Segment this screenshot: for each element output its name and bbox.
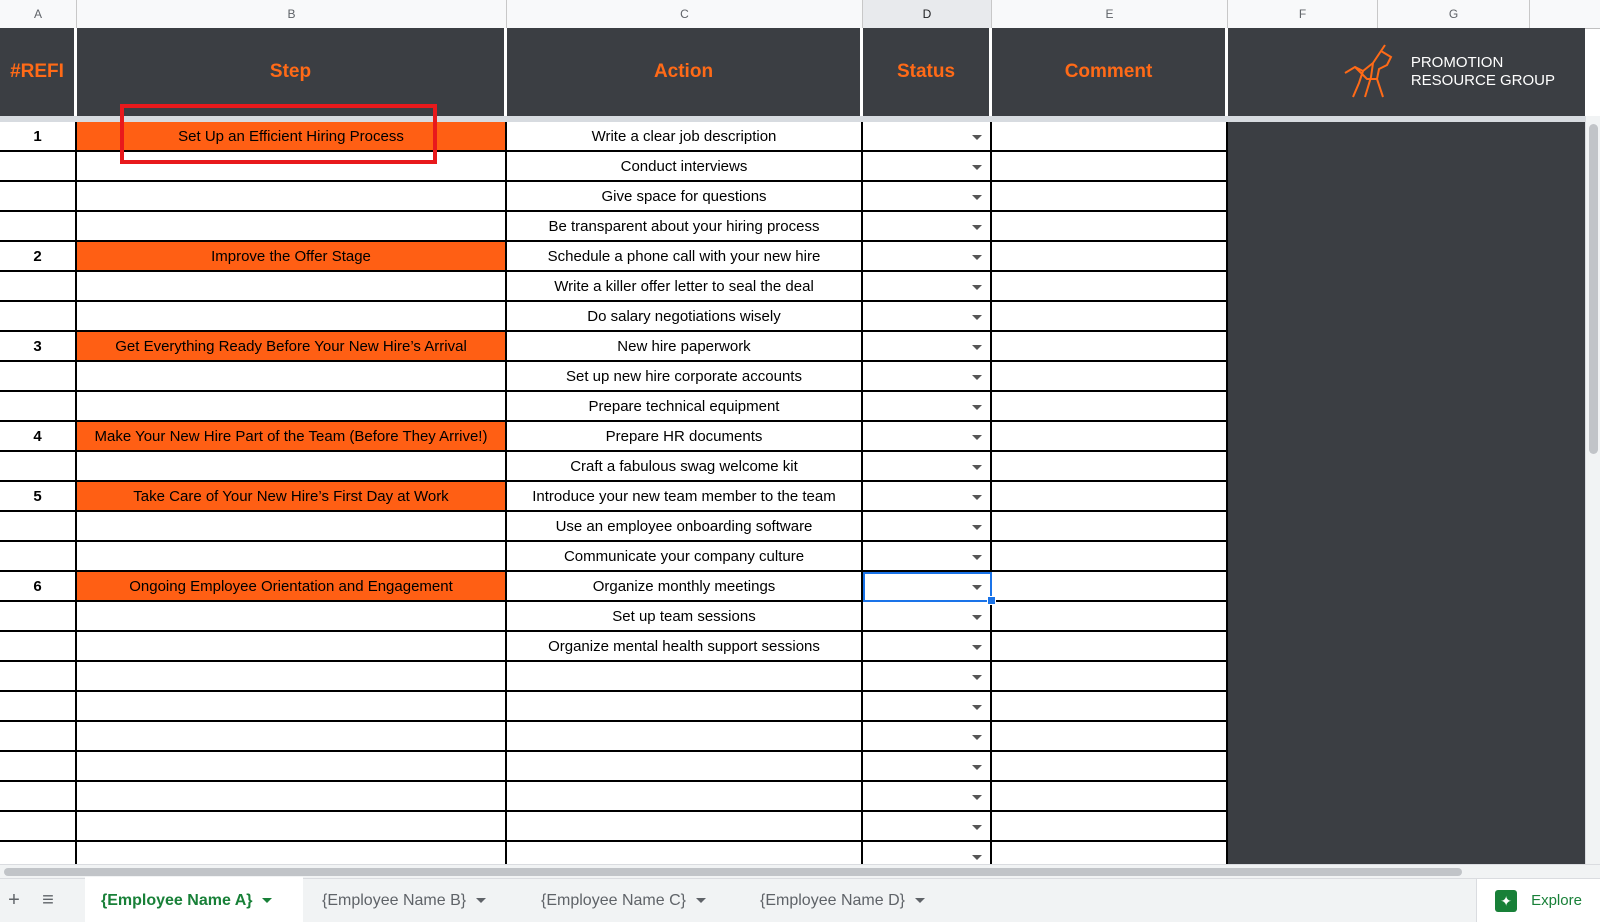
step-cell[interactable]: Set Up an Efficient Hiring Process (77, 122, 507, 152)
action-cell[interactable]: Do salary negotiations wisely (507, 302, 863, 332)
comment-cell[interactable] (992, 332, 1228, 362)
status-dropdown-cell[interactable] (863, 632, 992, 662)
dropdown-arrow-icon[interactable] (972, 705, 982, 710)
action-cell[interactable] (507, 752, 863, 782)
status-dropdown-cell[interactable] (863, 392, 992, 422)
status-dropdown-cell[interactable] (863, 722, 992, 752)
table-row (0, 482, 1228, 512)
table-row (0, 542, 1228, 572)
table-row (0, 212, 1228, 242)
tab-employee-c[interactable] (525, 879, 741, 922)
status-dropdown-cell[interactable] (863, 482, 992, 512)
action-cell[interactable]: Set up new hire corporate accounts (507, 362, 863, 392)
status-dropdown-cell[interactable] (863, 752, 992, 782)
action-cell[interactable] (507, 782, 863, 812)
table-row (0, 722, 1228, 752)
column-header-e[interactable]: E (992, 0, 1228, 28)
action-cell[interactable]: Craft a fabulous swag welcome kit (507, 452, 863, 482)
explore-icon (1495, 890, 1517, 912)
dropdown-arrow-icon[interactable] (972, 255, 982, 260)
status-dropdown-cell[interactable] (863, 662, 992, 692)
table-row (0, 812, 1228, 842)
status-dropdown-cell[interactable] (863, 362, 992, 392)
status-dropdown-cell[interactable] (863, 602, 992, 632)
header-step[interactable]: Step (77, 28, 507, 116)
step-cell[interactable]: Get Everything Ready Before Your New Hire’s Arrival (77, 332, 507, 362)
dropdown-arrow-icon[interactable] (972, 615, 982, 620)
empty-step-cell[interactable] (77, 212, 507, 242)
tab-employee-a[interactable] (85, 879, 303, 922)
status-dropdown-cell[interactable] (863, 152, 992, 182)
chevron-down-icon[interactable] (262, 898, 272, 903)
empty-step-cell[interactable] (77, 752, 507, 782)
column-header-b[interactable]: B (77, 0, 507, 28)
header-ref[interactable]: #REFI (0, 28, 77, 116)
ref-number-cell[interactable]: 5 (0, 482, 77, 512)
dropdown-arrow-icon[interactable] (972, 345, 982, 350)
action-cell[interactable] (507, 692, 863, 722)
empty-step-cell[interactable] (77, 272, 507, 302)
comment-cell[interactable] (992, 662, 1228, 692)
sheet-tab-bar (0, 878, 1600, 922)
action-cell[interactable]: Prepare HR documents (507, 422, 863, 452)
column-header-d[interactable]: D (863, 0, 992, 28)
ref-number-cell[interactable] (0, 392, 77, 422)
comment-cell[interactable] (992, 842, 1228, 864)
action-cell[interactable]: Communicate your company culture (507, 542, 863, 572)
comment-cell[interactable] (992, 392, 1228, 422)
step-cell[interactable]: Improve the Offer Stage (77, 242, 507, 272)
highlight-annotation-box (120, 104, 437, 164)
table-row (0, 272, 1228, 302)
column-header-c[interactable]: C (507, 0, 863, 28)
status-dropdown-cell[interactable] (863, 302, 992, 332)
column-header-h[interactable] (1530, 0, 1600, 28)
dropdown-arrow-icon[interactable] (972, 375, 982, 380)
ref-number-cell[interactable] (0, 452, 77, 482)
tab-label: {Employee Name C} (541, 892, 686, 909)
ref-number-cell[interactable] (0, 722, 77, 752)
status-dropdown-cell[interactable] (863, 272, 992, 302)
status-dropdown-cell[interactable] (863, 122, 992, 152)
action-cell[interactable]: Be transparent about your hiring process (507, 212, 863, 242)
empty-step-cell[interactable] (77, 392, 507, 422)
ref-number-cell[interactable] (0, 782, 77, 812)
ref-number-cell[interactable] (0, 752, 77, 782)
ref-number-cell[interactable] (0, 182, 77, 212)
empty-step-cell[interactable] (77, 842, 507, 864)
ref-number-cell[interactable] (0, 812, 77, 842)
empty-step-cell[interactable] (77, 302, 507, 332)
dropdown-arrow-icon[interactable] (972, 525, 982, 530)
dropdown-arrow-icon[interactable] (972, 495, 982, 500)
action-cell[interactable]: Use an employee onboarding software (507, 512, 863, 542)
comment-cell[interactable] (992, 812, 1228, 842)
table-row (0, 662, 1228, 692)
status-dropdown-cell[interactable] (863, 842, 992, 864)
empty-step-cell[interactable] (77, 362, 507, 392)
action-cell[interactable]: Give space for questions (507, 182, 863, 212)
ref-number-cell[interactable]: 4 (0, 422, 77, 452)
company-logo (1343, 38, 1555, 106)
status-dropdown-cell[interactable] (863, 512, 992, 542)
tab-label: {Employee Name B} (322, 892, 467, 909)
status-dropdown-cell[interactable] (863, 572, 992, 602)
dropdown-arrow-icon[interactable] (972, 135, 982, 140)
comment-cell[interactable] (992, 752, 1228, 782)
dropdown-arrow-icon[interactable] (972, 165, 982, 170)
table-row (0, 182, 1228, 212)
empty-step-cell[interactable] (77, 452, 507, 482)
comment-cell[interactable] (992, 632, 1228, 662)
header-status[interactable]: Status (863, 28, 992, 116)
comment-cell[interactable] (992, 722, 1228, 752)
ref-number-cell[interactable] (0, 542, 77, 572)
action-cell[interactable] (507, 842, 863, 864)
ref-number-cell[interactable] (0, 272, 77, 302)
column-header-a[interactable]: A (0, 0, 77, 28)
action-cell[interactable] (507, 662, 863, 692)
empty-step-cell[interactable] (77, 812, 507, 842)
logo-text-line2: RESOURCE GROUP (1410, 72, 1555, 89)
comment-cell[interactable] (992, 452, 1228, 482)
chevron-down-icon[interactable] (915, 898, 925, 903)
table-row (0, 452, 1228, 482)
selection-fill-handle[interactable] (987, 596, 996, 605)
dropdown-arrow-icon[interactable] (972, 645, 982, 650)
comment-cell[interactable] (992, 362, 1228, 392)
logo-text-line1: PROMOTION (1410, 54, 1504, 71)
table-row (0, 392, 1228, 422)
status-dropdown-cell[interactable] (863, 692, 992, 722)
action-cell[interactable]: Prepare technical equipment (507, 392, 863, 422)
ref-number-cell[interactable] (0, 212, 77, 242)
empty-step-cell[interactable] (77, 662, 507, 692)
table-row (0, 752, 1228, 782)
tab-label: {Employee Name A} (101, 892, 253, 909)
step-cell[interactable]: Ongoing Employee Orientation and Engagement (77, 572, 507, 602)
table-row (0, 422, 1228, 452)
table-header-row (0, 28, 1585, 116)
dropdown-arrow-icon[interactable] (972, 765, 982, 770)
ref-number-cell[interactable]: 6 (0, 572, 77, 602)
action-cell[interactable]: Conduct interviews (507, 152, 863, 182)
comment-cell[interactable] (992, 122, 1228, 152)
comment-cell[interactable] (992, 542, 1228, 572)
horizontal-scrollbar[interactable] (0, 864, 1600, 879)
table-row (0, 842, 1228, 864)
tab-label: {Employee Name D} (760, 892, 905, 909)
table-row (0, 602, 1228, 632)
ref-number-cell[interactable]: 3 (0, 332, 77, 362)
vertical-scroll-thumb[interactable] (1589, 124, 1598, 454)
status-dropdown-cell[interactable] (863, 242, 992, 272)
chevron-down-icon[interactable] (476, 898, 486, 903)
ref-number-cell[interactable] (0, 842, 77, 864)
action-cell[interactable] (507, 812, 863, 842)
ref-number-cell[interactable]: 2 (0, 242, 77, 272)
table-row (0, 572, 1228, 602)
column-header-g[interactable]: G (1378, 0, 1530, 28)
vertical-scrollbar[interactable] (1585, 116, 1600, 864)
action-cell[interactable]: Write a clear job description (507, 122, 863, 152)
empty-step-cell[interactable] (77, 722, 507, 752)
dropdown-arrow-icon[interactable] (972, 315, 982, 320)
ref-number-cell[interactable]: 1 (0, 122, 77, 152)
unicorn-icon (1343, 43, 1399, 101)
status-dropdown-cell[interactable] (863, 452, 992, 482)
ref-number-cell[interactable] (0, 362, 77, 392)
table-row (0, 302, 1228, 332)
chevron-down-icon[interactable] (696, 898, 706, 903)
dropdown-arrow-icon[interactable] (972, 195, 982, 200)
explore-button[interactable] (1476, 879, 1600, 922)
comment-cell[interactable] (992, 482, 1228, 512)
ref-number-cell[interactable] (0, 152, 77, 182)
empty-step-cell[interactable] (77, 692, 507, 722)
status-dropdown-cell[interactable] (863, 332, 992, 362)
comment-cell[interactable] (992, 242, 1228, 272)
table-row (0, 332, 1228, 362)
status-dropdown-cell[interactable] (863, 182, 992, 212)
tab-employee-b[interactable] (306, 879, 522, 922)
action-cell[interactable]: New hire paperwork (507, 332, 863, 362)
empty-step-cell[interactable] (77, 542, 507, 572)
action-cell[interactable]: Set up team sessions (507, 602, 863, 632)
action-cell[interactable]: Organize mental health support sessions (507, 632, 863, 662)
table-row (0, 362, 1228, 392)
dropdown-arrow-icon[interactable] (972, 225, 982, 230)
empty-step-cell[interactable] (77, 512, 507, 542)
dropdown-arrow-icon[interactable] (972, 405, 982, 410)
ref-number-cell[interactable] (0, 692, 77, 722)
dropdown-arrow-icon[interactable] (972, 825, 982, 830)
ref-number-cell[interactable] (0, 662, 77, 692)
dropdown-arrow-icon[interactable] (972, 675, 982, 680)
comment-cell[interactable] (992, 692, 1228, 722)
dropdown-arrow-icon[interactable] (972, 285, 982, 290)
status-dropdown-cell[interactable] (863, 212, 992, 242)
table-row (0, 512, 1228, 542)
explore-label: Explore (1531, 892, 1582, 909)
empty-step-cell[interactable] (77, 182, 507, 212)
header-action[interactable]: Action (507, 28, 863, 116)
status-dropdown-cell[interactable] (863, 542, 992, 572)
comment-cell[interactable] (992, 572, 1228, 602)
action-cell[interactable] (507, 722, 863, 752)
step-cell[interactable]: Take Care of Your New Hire’s First Day at Work (77, 482, 507, 512)
action-cell[interactable]: Organize monthly meetings (507, 572, 863, 602)
comment-cell[interactable] (992, 602, 1228, 632)
action-cell[interactable]: Introduce your new team member to the team (507, 482, 863, 512)
table-row (0, 782, 1228, 812)
comment-cell[interactable] (992, 272, 1228, 302)
empty-step-cell[interactable] (77, 632, 507, 662)
dark-fill-area (1228, 122, 1585, 864)
dropdown-arrow-icon[interactable] (972, 555, 982, 560)
status-dropdown-cell[interactable] (863, 812, 992, 842)
status-dropdown-cell[interactable] (863, 422, 992, 452)
ref-number-cell[interactable] (0, 632, 77, 662)
comment-cell[interactable] (992, 302, 1228, 332)
dropdown-arrow-icon[interactable] (972, 435, 982, 440)
comment-cell[interactable] (992, 782, 1228, 812)
dropdown-arrow-icon[interactable] (972, 855, 982, 860)
empty-step-cell[interactable] (77, 602, 507, 632)
spreadsheet-grid (0, 122, 1585, 864)
comment-cell[interactable] (992, 422, 1228, 452)
empty-step-cell[interactable] (77, 782, 507, 812)
ref-number-cell[interactable] (0, 302, 77, 332)
dropdown-arrow-icon[interactable] (972, 735, 982, 740)
table-row (0, 692, 1228, 722)
comment-cell[interactable] (992, 152, 1228, 182)
comment-cell[interactable] (992, 212, 1228, 242)
dropdown-arrow-icon[interactable] (972, 465, 982, 470)
action-cell[interactable]: Schedule a phone call with your new hire (507, 242, 863, 272)
table-row (0, 242, 1228, 272)
column-header-f[interactable]: F (1228, 0, 1378, 28)
step-cell[interactable]: Make Your New Hire Part of the Team (Before They Arrive!) (77, 422, 507, 452)
add-sheet-icon[interactable]: + (8, 889, 20, 911)
comment-cell[interactable] (992, 182, 1228, 212)
ref-number-cell[interactable] (0, 512, 77, 542)
tab-employee-d[interactable] (744, 879, 960, 922)
comment-cell[interactable] (992, 512, 1228, 542)
header-comment[interactable]: Comment (992, 28, 1228, 116)
dropdown-arrow-icon[interactable] (972, 795, 982, 800)
ref-number-cell[interactable] (0, 602, 77, 632)
all-sheets-menu-icon[interactable]: ≡ (42, 889, 54, 911)
column-header-bar (0, 0, 1600, 29)
action-cell[interactable]: Write a killer offer letter to seal the deal (507, 272, 863, 302)
horizontal-scroll-thumb[interactable] (4, 868, 1462, 876)
status-dropdown-cell[interactable] (863, 782, 992, 812)
dropdown-arrow-icon[interactable] (972, 585, 982, 590)
table-row (0, 632, 1228, 662)
